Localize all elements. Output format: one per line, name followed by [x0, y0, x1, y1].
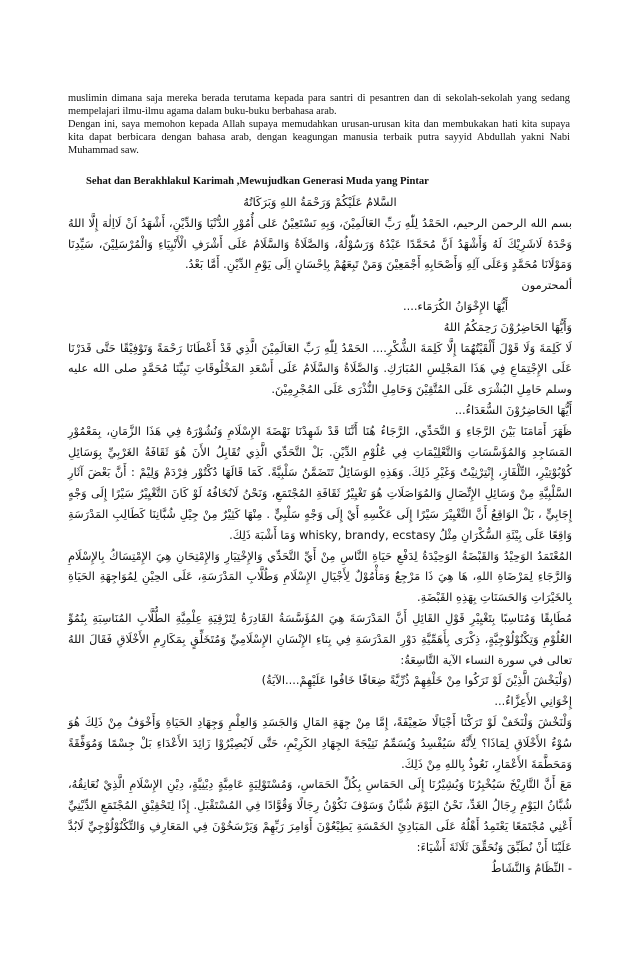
quran-verse: (وَلْيَخْشَ الَّذِيْنَ لَوْ تَرَكُوا مِنْ خَلْفِهِمْ ذُرِّيَّةً ضِعَافًا خَافُوا عَلَيْهِمْ....الآيَةُ) [261, 673, 572, 688]
paragraph-gratitude: لَا كَلِمَةَ وَلَا قَوْلَ أَلْقَيْتُهُمَا إِلَّا كَلِمَةَ الشُّكْرِ.... الحَمْدُ لِلّٰهِ رَبِّ العَالَمِيْنَ الَّذِي قَدْ أَعْطَانَا رَحْمَةً وَتَوْفِيْقًا حَتَّى قَدَرْنَا عَلَى الإِجْتِمَاعِ فِي هَذَا المَجْلِسِ المُبَارَكِ. وَالصَّلَاةُ وَالسَّلَامُ عَلَى أَسْعَدِ المَخْلُوقَاتِ نَبِيِّنَا مُحَمَّدٍ صلى الله عليه وسلم حَامِلِ البُشْرَى عَلَى المُتَّقِيْنَ وَحَامِلِ النُّذْرَى عَلَى المُجْرِمِيْنَ. [68, 340, 572, 397]
address-attendees: وَأَيُّهَا الحَاضِرُوْنَ رَحِمَكُمُ اللهُ [443, 319, 572, 334]
paragraph-history: مَعَ أَنَّ التَّارِيْخَ سَيُخْبِرُنَا وَيُشِيْرُنَا إِلَى الحَمَاسِ بِكُلِّ الحَمَاسِ، وَمُسْتَوْلِيَةٍ عَامِيَّةٍ دِيْنِيَّةٍ، دِيْنِ الإِسْلَامِ الَّذِيْ نُعَانِقُهُ، شُبَّانُ اليَوْمِ رِجَالُ الغَدِّ، نَحْنُ اليَوْمَ شُبَّانٌ وَسَوْفَ نَكُوْنُ رِجَالًا وَقُوَّادًا فِي المُسْتَقْبَلِ. إِذًا لِتَحْقِيْقِ المُجْتَمَعِ الدِّيْنِيِّ أَعْنِي مُجْتَمَعًا يَعْتَمِدُ أَهْلُهُ عَلَى المَبَادِئِ الخَمْسَةِ يَطِيْعُوْنَ أَوَامِرَ رَبِّهِمْ وَيَرْسَخُوْنَ فِي المَعَارِفِ وَالتِّكْنُوْلُوْجِيِّ لَابُدَّ عَلَيْنَا أَنْ نُطَبِّقَ وَنُحَقِّقَ ثَلَاثَةَ أَشْيَاءَ: [68, 777, 572, 854]
intro-text-2: Dengan ini, saya memohon kepada Allah supaya memudahkan urusan-urusan kita dan membukakan hati kita supaya kita dapat berbicara dengan bahasa arab, dengan keagungan manusia terbaik putra sayyid Abdullah yakni Nabi Muhammad saw. [68, 119, 570, 156]
arabic-speech [68, 192, 572, 878]
address-dear-brothers: إِخْوَانِي الأَعِزَّاءُ... [494, 694, 572, 709]
intro-paragraph [68, 92, 570, 157]
paragraph-school-role: مُطَابِقًا وَمُنَاسِبًا بِتَغْيِيْرِ قَوْلِ القَائِلِ أَنَّ المَدْرَسَةَ هِيَ المُؤَسَّسَةُ القَادِرَةُ لِتَرْقِيَةِ عِلْمِيَّةِ الطُّلَّابِ المُنَاسِبَةِ بِنُمُوِّ العُلُوْمِ وَتِكْنُوْلُوْجِيَّةٍ، ذِكْرَى بِأَهَمِّيَّةِ دَوْرِ المَدْرَسَةِ فِي بِنَاءِ الإِنْسَانِ الإِسْلَامِيِّ وَمُتَخَلِّقٍ بِمَكَارِمِ الأَخْلَاقِ فَقَالَ اللهُ تعالى في سورة النساء الآية التَّاسِعَةُ: [68, 610, 572, 667]
intro-text-1: muslimin dimana saja mereka berada terutama kepada para santri di pesantren dan di sekolah-sekolah yang sedang mempelajari ilmu-ilmu agama dalam buku-buku berbahasa arab. [68, 93, 570, 117]
paragraph-challenge: ظَهَرَ أَمَامَنَا بَيْنَ الرَّجَاءِ وَ التَّحَدِّي، الرَّجَاءُ هُنَا أَنَّنَا قَدْ شَهِدْنَا نَهْضَةَ الإِسْلَامِ وَنُشُوْرَهُ فِي هَذَا الزَّمَانِ، بِمَعْمُوْرِ المَسَاجِدِ وَالمُؤَسَّسَاتِ وَالتَّعْلِيْمَاتِ فِي عُلُوْمِ الدِّيْنِ. بَلْ التَّحَدِّي الَّذِي تُقَابِلُ الأَنَ هُوَ ثَقَافَةُ الغَرْبِيِّ بِوَسَائِلِ كُوْبُوْتِيْرِ، التِّلْفَازِ، إِنْتِرْنِيْتٌ وَغَيْرِ ذَلِكَ. وَهَذِهِ الوَسَائِلُ تَتَضَمَّنُ سَلْبِيَّةً. كَمَا قَالَهَا دُكْتُوْر فِرْدَمْ وَلِيْمْ : أَنَّ بَعْضَ آثَارِ السَّلْبِيَّةِ مِنْ وَسَائِلِ الإِتِّصَالِ وَالمُوَاصَلَاتِ هُوَ تَغْيِيْرُ ثَقَافَةِ المُجْتَمَعِ، وَنَحْنُ لَانُخَافُهُ لَوْ كَانَ التَّغْيِيْرُ سَيْرًا إِلَى وَجْهٍ إِجَابِيٍّ ، بَلْ الوَاقِعُ أَنَّ التَّغْيِيْرَ سَيْرًا إِلَى عَكْسِهِ أَيْ إِلَى وَجْهٍ سَلْبِيٍّ . مِنْهَا كَثِيْرٌ مِنْ جِيْلِ شُبَّانِنَا كَطَالِبِ المَدْرَسَةِ وَاقِعًا عَلَى بِيْئَةِ السُّكْرَانِ مِثْلُ whisky, brandy, ecstasy وَمَا أَشْبَهَ ذَلِكَ. [68, 423, 572, 542]
paragraph-reliance: المُعْتَمَدُ الوَحِيْدُ وَالقَبْضَةُ الوَحِيْدَةُ لِدَفْعِ حَيَاةِ النَّاسِ مِنْ أَيِّ التَّحَدِّي وَالإِخْتِيَارِ وَالإِمْتِحَانِ هِيَ الإِمْتِسَاكُ بِالإِسْلَامِ وَالرَّجَاءِ لِمَرْضَاةِ اللهِ، هَا هِيَ ذَا مَرْجِعٌ وَمَأْمُوْلٌ لِأَجْيَالِ الإِسْلَامِ وَطُلَّابِ المَدْرَسَةِ، عَلَى الحِيْنِ لِمُوَاجِهَةِ الحَيَاةِ بِالخَيْرَاتِ وَالحَسَنَاتِ بِهَذِهِ القَبْضَةِ. [68, 548, 572, 605]
address-brothers: أَيُّهَا الإِخْوَانُ الكُرَمَاء.... [402, 298, 508, 313]
paragraph-fear: وَلْنَخْشَ وَلْنَخَفْ لَوْ تَرَكْنَا أَجْيَالًا ضَعِيْفَةً، إِمَّا مِنْ جِهَةِ المَالِ وَالجَسَدِ وَالعِلْمِ وَجِهَادِ الحَيَاةِ وَأَخْوَفُ مِنْ ذَلِكَ هُوَ سُوْءُ الأَخْلَاقِ لِمَاذَا؟ لِأَنَّهُ سَيُفْسِدُ وَيُسَمِّمُ نَتِيْجَةَ الجِهَادِ الكَرِيْمِ، حَتَّى لَايُصِيْرُوْا زَائِدَ الأَعْدَاءِ بَلْ جِسْمًا وَمُوَفِّقَةً وَمَحَطَّمَةَ الأَعْمَارِ، نَعُوذُ بِاللهِ مِنْ ذَلِكَ. [68, 714, 572, 771]
respected-label: ألمحترمون [521, 278, 572, 293]
opening-paragraph: بسم الله الرحمن الرحيم، الحَمْدُ لِلّٰهِ رَبِّ العَالَمِيْنَ، وَبِهِ نَسْتَعِيْنُ عَلى أُمُوْرِ الدُّنْيَا وَالدِّيْنِ، أَشْهَدُ اَنْ لَااِلٰهَ إِلَّا اللهُ وَحْدَهُ لَاشَرِيْكَ لَهُ وَأَشْهَدُ اَنَّ مُحَمَّدًا عَبْدُهُ وَرَسُوْلُهُ، وَالصَّلَاةُ وَالسَّلَامُ عَلَى أَشْرَفِ الْأَنْبِيَاءِ وَالْمُرْسَلِيْنَ، سَيِّدِنَا وَمَوْلَانَا مُحَمَّدٍ وَعَلَى آلِهِ وَأَصْحَابِهِ أَجْمَعِيْنَ وَمَنْ تَبِعَهُمْ بِاِحْسَانٍ اِلَى يَوْمِ الدِّيْنِ. أَمَّا بَعْدُ. [68, 215, 572, 272]
greeting: السَّلامُ عَلَيْكُمْ وَرَحْمَةُ اللهِ وَبَرَكَاتُهُ [243, 195, 397, 209]
address-happy-attendees: أَيُّهَا الحَاضِرُوْنَ السُّعَدَاءُ... [454, 402, 572, 417]
speech-title: Sehat dan Berakhlakul Karimah ,Mewujudkan Generasi Muda yang Pintar [86, 176, 429, 187]
point-order-activity: - النِّظَامُ وَالنَّشَاطُ [490, 860, 572, 875]
